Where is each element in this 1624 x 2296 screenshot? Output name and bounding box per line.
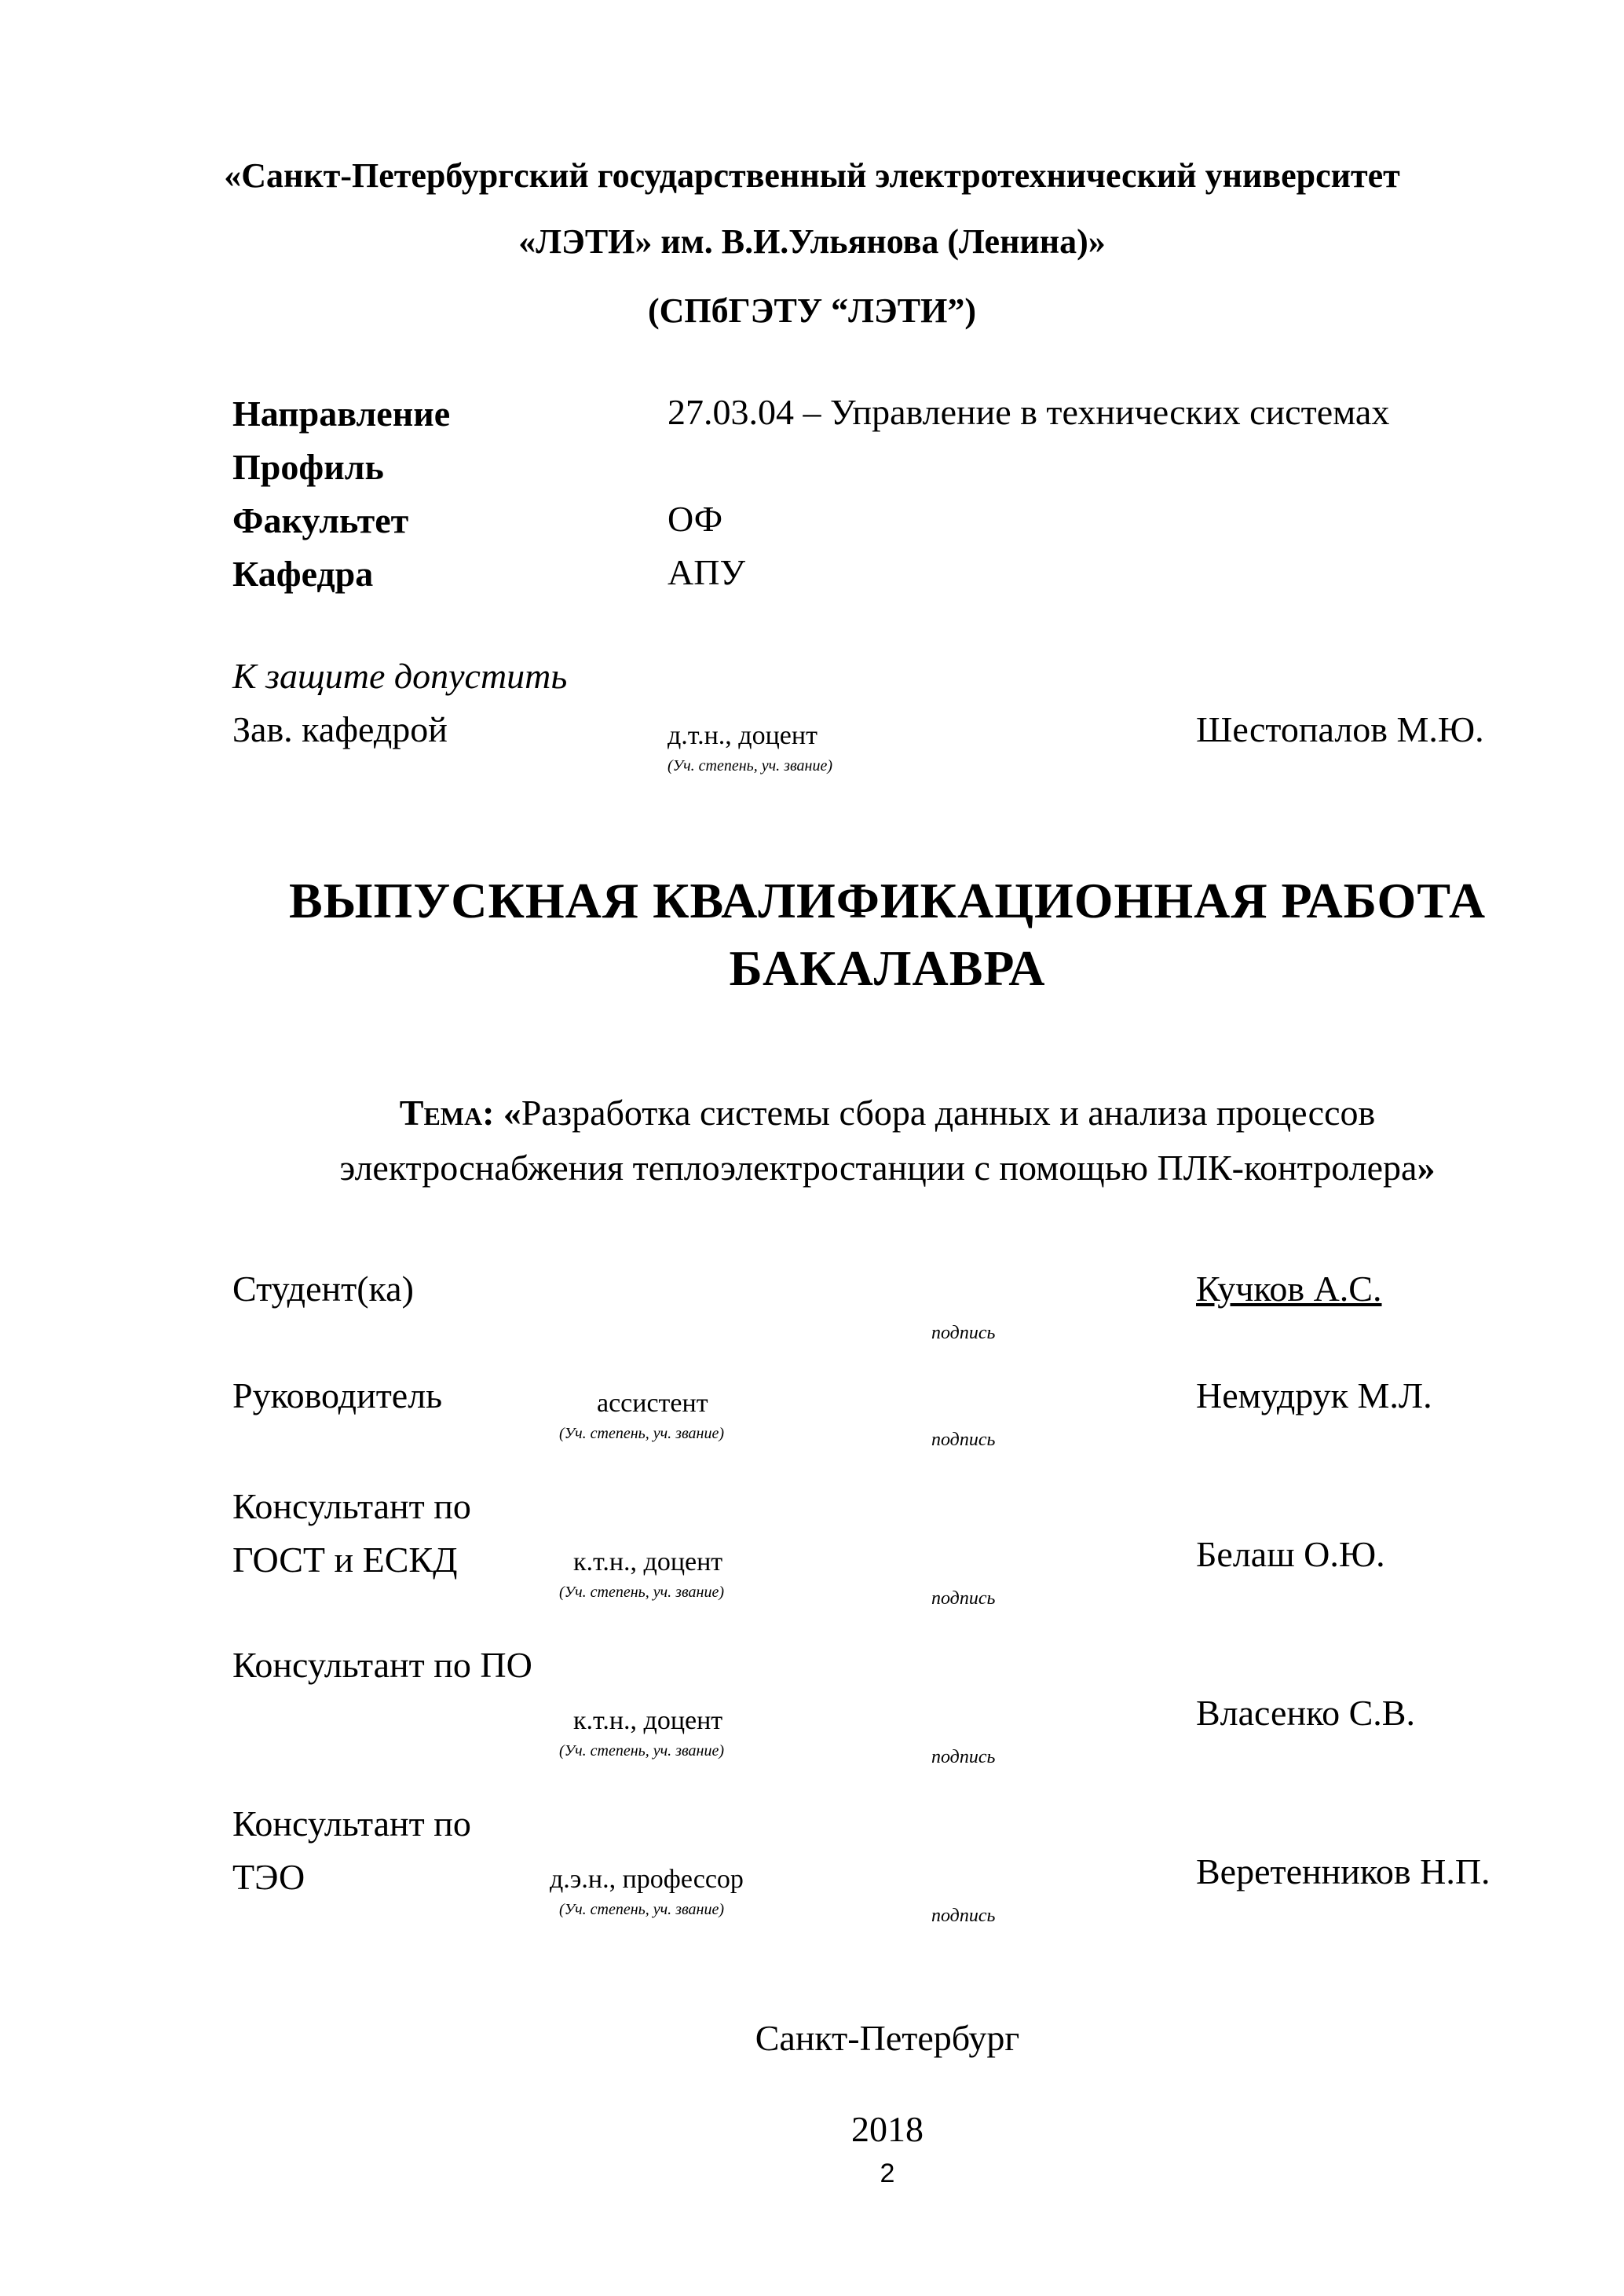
software-consultant-signature-note: подпись [931, 1747, 996, 1767]
department-head-name: Шестопалов М.Ю. [1196, 709, 1484, 749]
theme-line2-text: электроснабжения теплоэлектростанции с помощью ПЛК-контролера [339, 1148, 1417, 1188]
department-head-rank-note: (Уч. степень, уч. звание) [668, 757, 832, 774]
university-abbreviation: (СПбГЭТУ “ЛЭТИ”) [648, 291, 976, 330]
profile-label: Профиль [232, 447, 384, 487]
department-head-label: Зав. кафедрой [232, 709, 448, 749]
supervisor-name: Немудрук М.Л. [1196, 1375, 1432, 1415]
student-name: Кучков А.С. [1196, 1269, 1382, 1309]
economics-consultant-signature-note: подпись [931, 1906, 996, 1926]
economics-consultant-name: Веретенников Н.П. [1196, 1851, 1490, 1891]
student-role: Студент(ка) [232, 1269, 414, 1309]
direction-label: Направление [232, 394, 451, 434]
theme-line1 [0, 1092, 1624, 1133]
theme-close-quote: » [1417, 1148, 1436, 1188]
supervisor-rank: ассистент [597, 1389, 708, 1418]
gost-consultant-rank-note: (Уч. степень, уч. звание) [559, 1584, 724, 1601]
faculty-label: Факультет [232, 500, 409, 540]
economics-consultant-rank: д.э.н., профессор [550, 1865, 744, 1894]
department-value: АПУ [668, 552, 746, 592]
admission-heading: К защите допустить [232, 656, 568, 696]
software-consultant-rank-note: (Уч. степень, уч. звание) [559, 1742, 724, 1760]
department-label: Кафедра [232, 554, 374, 594]
software-consultant-name: Власенко С.В. [1196, 1693, 1415, 1733]
student-signature-note: подпись [931, 1323, 996, 1343]
work-title-line1: ВЫПУСКНАЯ КВАЛИФИКАЦИОННАЯ РАБОТА [288, 873, 1487, 928]
theme-label: Тема: [399, 1093, 495, 1133]
gost-consultant-rank: к.т.н., доцент [573, 1547, 723, 1576]
work-title-line2: БАКАЛАВРА [729, 940, 1046, 996]
gost-consultant-signature-note: подпись [931, 1588, 996, 1609]
university-name-line2: «ЛЭТИ» им. В.И.Ульянова (Ленина)» [518, 222, 1106, 261]
economics-consultant-role: Консультант по ТЭО [232, 1803, 471, 1897]
software-consultant-rank: к.т.н., доцент [573, 1706, 723, 1735]
gost-consultant-name: Белаш О.Ю. [1196, 1534, 1385, 1574]
supervisor-rank-note: (Уч. степень, уч. звание) [559, 1425, 724, 1442]
supervisor-role: Руководитель [232, 1375, 443, 1415]
software-consultant-role: Консультант по ПО [232, 1645, 532, 1685]
department-head-rank: д.т.н., доцент [668, 721, 817, 750]
university-name-line1: «Санкт-Петербургский государственный электротехнический университет [224, 156, 1400, 195]
page-number: 2 [880, 2159, 895, 2188]
faculty-value: ОФ [668, 499, 723, 539]
theme-open-quote: « [503, 1093, 521, 1133]
supervisor-signature-note: подпись [931, 1430, 996, 1450]
economics-consultant-rank-note: (Уч. степень, уч. звание) [559, 1901, 724, 1918]
year: 2018 [851, 2109, 924, 2149]
gost-consultant-role: Консультант по ГОСТ и ЕСКД [232, 1486, 471, 1580]
direction-value: 27.03.04 – Управление в технических системах [668, 392, 1390, 432]
city: Санкт-Петербург [755, 2018, 1020, 2058]
theme-line1-text: Разработка системы сбора данных и анализа процессов [521, 1093, 1376, 1133]
theme-line2 [0, 1147, 1624, 1188]
